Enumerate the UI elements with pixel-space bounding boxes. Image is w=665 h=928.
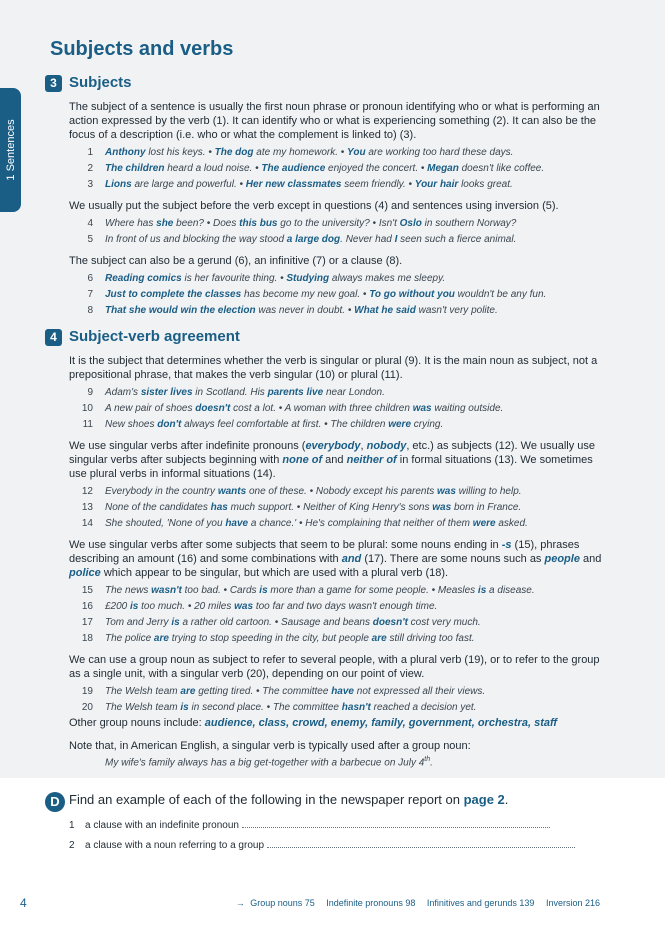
example-line: 19 The Welsh team are getting tired. • The committee have not expressed all their views. (81, 686, 486, 697)
paragraph: We use singular verbs after indefinite pronouns (everybody, nobody, etc.) as subjects (12). We usually use singular verbs after subjects beginning with none of and neither of in formal situations (13). We sometimes use plural verbs in informal situations (14). (69, 440, 596, 480)
example-line: 14 She shouted, 'None of you have a chance.' • He's complaining that neither of them were asked. (81, 518, 528, 529)
exercise-instruction: Find an example of each of the following in the newspaper report on page 2. (69, 792, 509, 807)
example-line: 7 Just to complete the classes has become my new goal. • To go without you wouldn't be any fun. (87, 289, 547, 300)
paragraph: We can use a group noun as subject to refer to several people, with a plural verb (19), or to refer to the group as a single unit, with a singular verb (20), depending on our point of view. (69, 654, 600, 680)
paragraph: It is the subject that determines whether the verb is singular or plural (9). It is the main noun as subject, not a prepositional phrase, that makes the verb singular (10) or plural (11). (69, 355, 598, 381)
example-line: 12 Everybody in the country wants one of these. • Nobody except his parents was willing to help. (81, 486, 522, 497)
example-line: 20 The Welsh team is in second place. • The committee hasn't reached a decision yet. (81, 702, 477, 713)
section-number-badge: 3 (45, 75, 62, 92)
example-line: 2 The children heard a loud noise. • The audience enjoyed the concert. • Megan doesn't like coffee. (87, 163, 545, 174)
example-line: 4 Where has she been? • Does this bus go to the university? • Isn't Oslo in southern Norway? (87, 218, 517, 229)
cross-references (227, 898, 600, 908)
example-line: 13 None of the candidates has much support. • Neither of King Henry's sons was born in France. (81, 502, 522, 513)
chapter-side-tab[interactable] (0, 88, 21, 212)
paragraph: The subject can also be a gerund (6), an infinitive (7) or a clause (8). (69, 255, 403, 267)
example-line: 16 £200 is too much. • 20 miles was too far and two days wasn't enough time. (81, 601, 438, 612)
section-3-heading (45, 74, 609, 94)
paragraph: We usually put the subject before the verb except in questions (4) and sentences using inversion (5). (69, 200, 559, 212)
example-line: 1 Anthony lost his keys. • The dog ate my homework. • You are working too hard these days. (87, 147, 514, 158)
example-line: My wife's family always has a big get-together with a barbecue on July 4th. (105, 756, 433, 769)
example-line: 15 The news wasn't too bad. • Cards is more than a game for some people. • Measles is a disease. (81, 585, 535, 596)
paragraph: We use singular verbs after some subjects that seem to be plural: some nouns ending in -s (15), phrases describing an amount (16) and some combinations with and (17). There are some nouns such as people and police which appear to be singular, but which are used with a plural verb (18). (69, 539, 602, 579)
paragraph: Other group nouns include: audience, class, crowd, enemy, family, government, orchestra, staff (69, 717, 558, 729)
section-title: Subject-verb agreement (69, 328, 240, 345)
example-line: 18 The police are trying to stop speeding in the city, but people are still driving too fast. (81, 633, 475, 644)
paragraph: Note that, in American English, a singular verb is typically used after a group noun: (69, 740, 471, 752)
page-title: Subjects and verbs (50, 38, 234, 60)
section-number-badge: 4 (45, 329, 62, 346)
exercise-question: 2 a clause with a noun referring to a group (69, 838, 604, 851)
example-line: 11 New shoes don't always feel comfortable at first. • The children were crying. (82, 419, 444, 430)
paragraph: The subject of a sentence is usually the first noun phrase or pronoun identifying who or what is performing an action expressed by the verb (1). It can identify who or what is experiencing something (2). It can also be the focus of a description (i.e. who or what the complement is linked to) (3). (69, 101, 600, 141)
page-number: 4 (20, 896, 27, 910)
ref-link[interactable]: Infinitives and gerunds 139 (426, 898, 535, 908)
answer-line[interactable] (242, 818, 550, 828)
example-line: 8 That she would win the election was never in doubt. • What he said wasn't very polite. (87, 305, 498, 316)
ref-link[interactable]: Inversion 216 (545, 898, 600, 908)
exercise-question: 1 a clause with an indefinite pronoun (69, 818, 604, 831)
content (50, 74, 609, 770)
answer-line[interactable] (267, 838, 575, 848)
example-line: 5 In front of us and blocking the way stood a large dog. Never had I seen such a fierce animal. (87, 234, 517, 245)
example-line: 17 Tom and Jerry is a rather old cartoon. • Sausage and beans doesn't cost very much. (81, 617, 481, 628)
section-4-heading (45, 328, 609, 348)
ref-link[interactable]: Indefinite pronouns 98 (326, 898, 416, 908)
example-line: 9 Adam's sister lives in Scotland. His parents live near London. (87, 387, 385, 398)
exercise-badge: D (45, 792, 65, 812)
ref-link[interactable]: Group nouns 75 (250, 898, 315, 908)
example-line: 10 A new pair of shoes doesn't cost a lot. • A woman with three children was waiting outside. (81, 403, 504, 414)
chapter-side-tab-label: 1 Sentences (4, 119, 17, 181)
section-title: Subjects (69, 74, 132, 91)
page-link[interactable]: page 2 (463, 792, 505, 807)
example-line: 6 Reading comics is her favourite thing. • Studying always makes me sleepy. (87, 273, 446, 284)
example-line: 3 Lions are large and powerful. • Her new classmates seem friendly. • Your hair looks great. (87, 179, 513, 190)
arrow-icon: → (235, 898, 245, 908)
